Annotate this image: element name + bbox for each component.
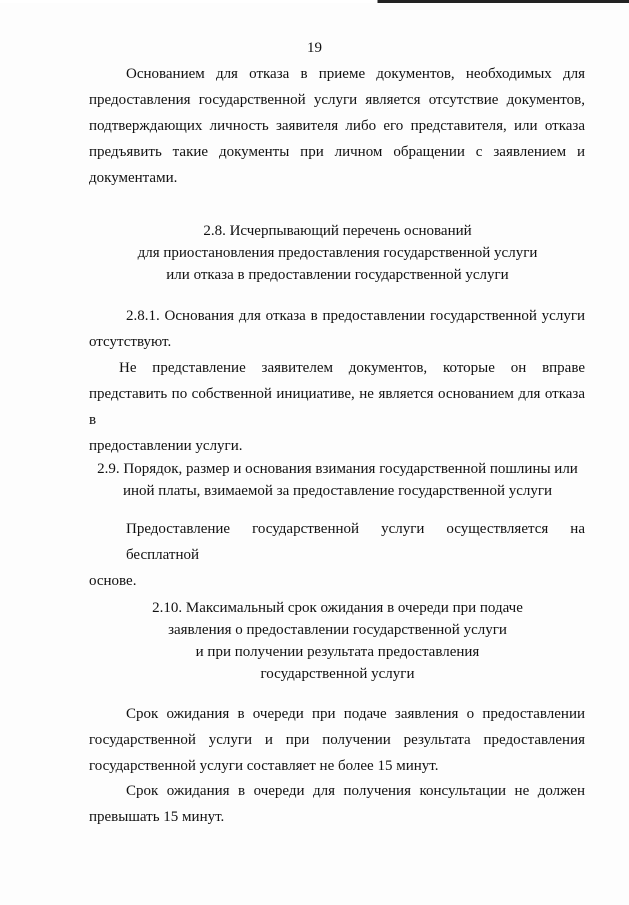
text-line: отсутствуют. [89, 334, 172, 350]
text-line: Не представление заявителем документов, которые он вправе [119, 360, 585, 376]
page-number: 19 [307, 40, 322, 56]
text-line: предоставлении услуги. [89, 438, 243, 454]
text-line: Основанием для отказа в приеме документов, необходимых для [126, 66, 585, 82]
section-heading-2-8 [60, 220, 615, 286]
heading-line: 2.9. Порядок, размер и основания взимания государственной пошлины или [97, 461, 578, 477]
heading-line: и при получении результата предоставления [195, 644, 480, 660]
paragraph-consultation-wait [89, 778, 585, 830]
paragraph-refusal-grounds [89, 61, 585, 191]
paragraph-free-service [89, 516, 585, 594]
text-line: Предоставление государственной услуги осуществляется на бесплатной [126, 521, 585, 563]
heading-line: для приостановления предоставления государственной услуги [137, 245, 538, 261]
heading-line: или отказа в предоставлении государственной услуги [166, 267, 509, 283]
section-heading-2-10 [60, 597, 615, 685]
paragraph-not-grounds [89, 355, 585, 459]
text-line: государственной услуги и при получении результата предоставления [89, 732, 585, 748]
paragraph-waiting-time [89, 701, 585, 779]
text-line: подтверждающих личность заявителя либо его представителя, или отказа [89, 118, 585, 134]
text-line: Срок ожидания в очереди для получения консультации не должен [126, 783, 585, 799]
text-line: государственной услуги составляет не более 15 минут. [89, 758, 439, 774]
text-line: основе. [89, 573, 137, 589]
heading-line: заявления о предоставлении государственной услуги [168, 622, 507, 638]
text-line: Срок ожидания в очереди при подаче заявления о предоставлении [126, 706, 585, 722]
heading-line: 2.10. Максимальный срок ожидания в очереди при подаче [152, 600, 523, 616]
section-heading-2-9 [60, 458, 615, 502]
paragraph-2-8-1 [89, 303, 585, 355]
text-line: 2.8.1. Основания для отказа в предоставлении государственной услуги [126, 308, 585, 324]
heading-line: государственной услуги [260, 666, 415, 682]
text-line: предоставления государственной услуги является отсутствие документов, [89, 92, 585, 108]
heading-line: 2.8. Исчерпывающий перечень оснований [203, 223, 472, 239]
heading-line: иной платы, взимаемой за предоставление государственной услуги [122, 483, 553, 499]
text-line: превышать 15 минут. [89, 809, 225, 825]
text-line: представить по собственной инициативе, не является основанием для отказа в [89, 386, 585, 428]
text-line: документами. [89, 170, 178, 186]
text-line: предъявить такие документы при личном обращении с заявлением и [89, 144, 585, 160]
scan-edge-line [0, 0, 629, 3]
